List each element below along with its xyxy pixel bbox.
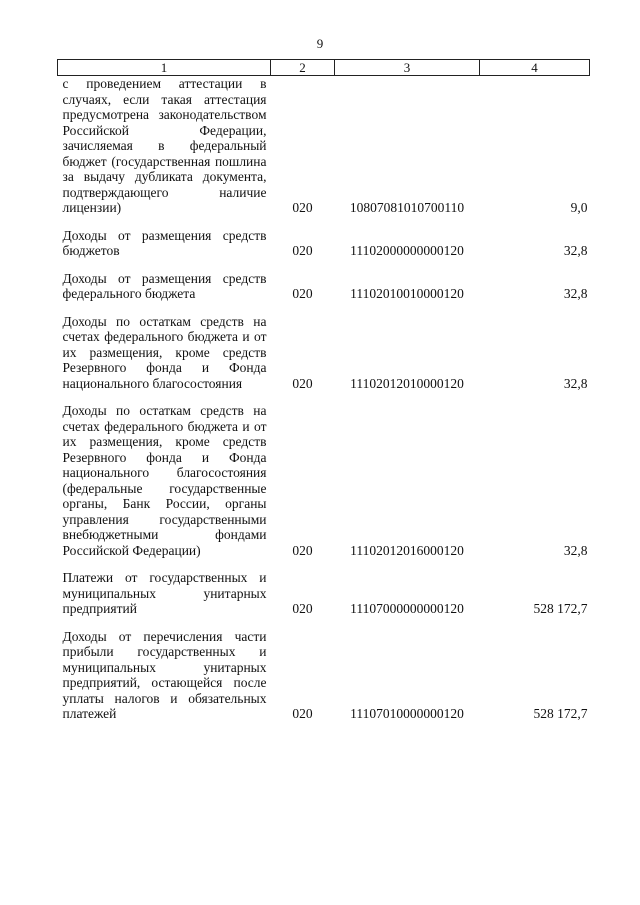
revenue-table [57,59,590,722]
column-header-4: 4 [480,60,590,76]
row-amount: 32,8 [563,243,588,258]
row-kbk-code: 11102012010000120 [350,375,464,391]
row-description: Доходы от перечисления части прибыли государственных и муниципальных унитарных предприятий, остающейся после уплаты налогов и обязательных платежей [62,628,267,721]
row-amount: 9,0 [570,200,588,215]
row-admin-code: 020 [292,375,313,391]
row-amount: 528 172,7 [533,601,588,616]
row-spacer [58,617,590,629]
table-body [58,76,590,722]
row-description: Доходы по остаткам средств на счетах федерального бюджета и от их размещения, кроме средств Резервного фонда и Фонда национального благосостояния (федеральные государственные органы, Банк России, органы управления государственными внебюджетными фондами Российской Федерации) [62,403,267,558]
row-admin-code: 020 [292,601,313,616]
table-row [58,271,590,302]
row-description: Платежи от государственных и муниципальных унитарных предприятий [62,570,267,616]
table-row [58,228,590,259]
header-row [58,60,590,76]
row-kbk-code: 11107010000000120 [350,706,464,721]
table-row [58,629,590,722]
row-description: с проведением аттестации в случаях, если такая аттестация предусмотрена законодательством Российской Федерации, зачисляемая в федеральный бюджет (государственная пошлина за выдачу дубликата документа, подтверждающего наличие лицензии) [62,76,267,215]
row-spacer [58,302,590,314]
row-spacer [58,259,590,271]
column-header-1: 1 [58,60,271,76]
row-amount: 32,8 [563,542,588,558]
table-row [58,403,590,558]
table-row [58,76,590,216]
column-header-3: 3 [335,60,480,76]
row-kbk-code: 11102012016000120 [350,542,464,558]
table-row [58,314,590,392]
row-amount: 32,8 [563,375,588,391]
page-number: 9 [316,36,324,51]
row-admin-code: 020 [292,706,313,721]
row-amount: 528 172,7 [533,706,588,721]
row-kbk-code: 10807081010700110 [349,200,465,215]
row-description: Доходы от размещения средств бюджетов [62,227,267,258]
row-description: Доходы по остаткам средств на счетах федерального бюджета и от их размещения, кроме средств Резервного фонда и Фонда национального благосостояния [62,313,267,391]
table-header [58,60,590,76]
row-kbk-code: 11102010010000120 [350,286,464,301]
row-kbk-code: 11107000000000120 [350,601,464,616]
row-spacer [58,558,590,570]
table-row [58,570,590,617]
column-header-2: 2 [271,60,335,76]
row-admin-code: 020 [292,200,313,215]
row-spacer [58,391,590,403]
row-kbk-code: 11102000000000120 [350,243,464,258]
row-spacer [58,216,590,228]
row-amount: 32,8 [563,286,588,301]
row-admin-code: 020 [292,542,313,558]
row-description: Доходы от размещения средств федерального бюджета [62,270,267,301]
row-admin-code: 020 [292,286,313,301]
row-admin-code: 020 [292,243,313,258]
